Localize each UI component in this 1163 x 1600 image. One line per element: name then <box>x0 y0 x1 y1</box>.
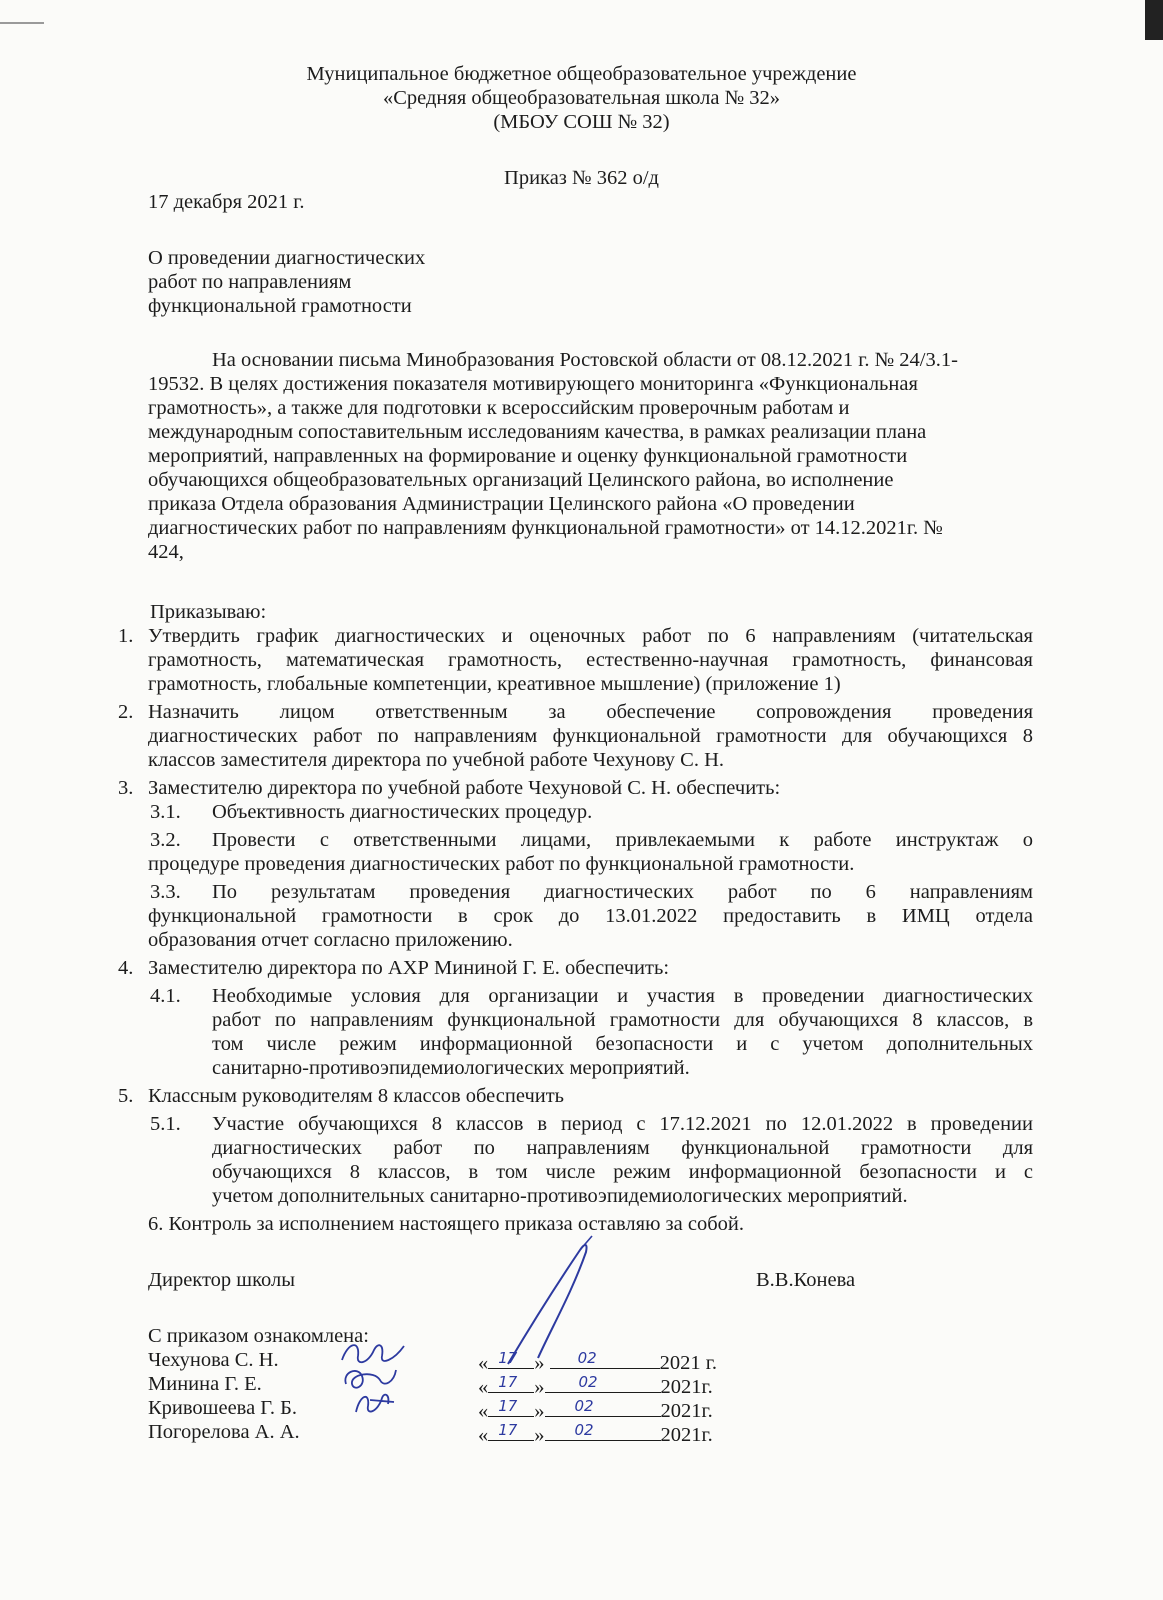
item-3-1-text: Объективность диагностических процедур. <box>212 801 593 823</box>
ack-day: 17 <box>498 1373 518 1391</box>
acknowledgement-heading: С приказом ознакомлена: <box>148 1325 369 1347</box>
ack-day: 17 <box>498 1421 518 1439</box>
ack-person-name: Чехунова С. Н. <box>148 1349 279 1371</box>
item-1-line: Утвердить график диагностических и оценочных работ по 6 направлениям (читательская <box>148 625 1033 647</box>
item-number: 4. <box>118 957 134 979</box>
preamble-line: мероприятий, направленных на формирование и оценку функциональной грамотности <box>148 445 908 467</box>
preamble-line: международным сопоставительным исследованиям качества, в рамках реализации плана <box>148 421 927 443</box>
org-short-name: (МБОУ СОШ № 32) <box>493 111 670 133</box>
preamble-line: На основании письма Минобразования Ростовской области от 08.12.2021 г. № 24/3.1- <box>212 349 958 371</box>
item-number: 5. <box>118 1085 134 1107</box>
ack-date-open: « 17 » 02 2021г. <box>478 1396 713 1423</box>
item-3-2-line: процедуре проведения диагностических работ по функциональной грамотности. <box>148 853 855 875</box>
item-6-text: 6. Контроль за исполнением настоящего приказа оставляю за собой. <box>148 1213 744 1235</box>
subject-line: О проведении диагностических <box>148 247 426 269</box>
ack-person-name: Минина Г. Е. <box>148 1373 262 1395</box>
item-5-1-line: диагностических работ по направлениям функциональной грамотности для <box>212 1137 1033 1159</box>
ack-month: 02 <box>578 1373 598 1391</box>
preamble-line: грамотность», а также для подготовки к всероссийским проверочным работам и <box>148 397 850 419</box>
ack-date-open: « 17 » 02 2021 г. <box>478 1348 717 1375</box>
ack-year: 2021г. <box>660 1400 713 1422</box>
preamble-line: обучающихся общеобразовательных организаций Целинского района, во исполнение <box>148 469 894 491</box>
preamble-line: приказа Отдела образования Администрации Целинского района «О проведении <box>148 493 855 515</box>
subitem-number: 4.1. <box>150 985 181 1007</box>
item-3-3-line: функциональной грамотности в срок до 13.01.2022 предоставить в ИМЦ отдела <box>148 905 1033 927</box>
order-date: 17 декабря 2021 г. <box>148 191 305 213</box>
ack-year: 2021г. <box>660 1376 713 1398</box>
item-2-line: Назначить лицом ответственным за обеспечение сопровождения проведения <box>148 701 1033 723</box>
org-name-line1: Муниципальное бюджетное общеобразовательное учреждение <box>306 63 857 85</box>
item-4-1-line: работ по направлениям функциональной грамотности для обучающихся 8 классов, в <box>212 1009 1033 1031</box>
item-3-text: Заместителю директора по учебной работе Чехуновой С. Н. обеспечить: <box>148 777 781 799</box>
item-5-1-line: обучающихся 8 классов, в том числе режим информационной безопасности и с <box>212 1161 1033 1183</box>
preamble-line: диагностических работ по направлениям функциональной грамотности» от 14.12.2021г. № <box>148 517 943 539</box>
ack-year: 2021г. <box>660 1424 713 1446</box>
director-position: Директор школы <box>148 1269 295 1291</box>
item-3-2-line: Провести с ответственными лицами, привлекаемыми к работе инструктаж о <box>212 829 1033 851</box>
ack-date-open: « 17 » 02 2021г. <box>478 1372 713 1399</box>
subitem-number: 5.1. <box>150 1113 181 1135</box>
ack-month: 02 <box>574 1397 594 1415</box>
item-2-line: классов заместителя директора по учебной работе Чехунову С. Н. <box>148 749 725 771</box>
item-4-1-line: санитарно-противоэпидемиологических мероприятий. <box>212 1057 690 1079</box>
item-5-1-line: учетом дополнительных санитарно-противоэпидемиологических мероприятий. <box>212 1185 908 1207</box>
item-4-1-line: Необходимые условия для организации и участия в проведении диагностических <box>212 985 1033 1007</box>
ack-person-name: Погорелова А. А. <box>148 1421 300 1443</box>
order-word: Приказываю: <box>150 601 267 623</box>
subitem-number: 3.3. <box>150 881 181 903</box>
director-name: В.В.Конева <box>756 1269 856 1291</box>
item-3-3-line: образования отчет согласно приложению. <box>148 929 513 951</box>
order-title: Приказ № 362 о/д <box>504 167 659 189</box>
ack-day: 17 <box>498 1349 518 1367</box>
item-number: 2. <box>118 701 134 723</box>
scan-corner-mark <box>1145 0 1163 40</box>
item-number: 3. <box>118 777 134 799</box>
preamble-line: 424, <box>148 541 184 563</box>
subitem-number: 3.2. <box>150 829 181 851</box>
subitem-number: 3.1. <box>150 801 181 823</box>
item-1-line: грамотность, математическая грамотность, естественно-научная грамотность, финансовая <box>148 649 1033 671</box>
scan-edge-mark <box>0 22 44 24</box>
item-4-1-line: том числе режим информационной безопасности и с учетом дополнительных <box>212 1033 1033 1055</box>
item-1-line: грамотность, глобальные компетенции, креативное мышление) (приложение 1) <box>148 673 841 695</box>
ack-month: 02 <box>577 1349 597 1367</box>
org-name-line2: «Средняя общеобразовательная школа № 32» <box>382 87 781 109</box>
item-number: 1. <box>118 625 134 647</box>
item-5-text: Классным руководителям 8 классов обеспечить <box>148 1085 565 1107</box>
subject-line: работ по направлениям <box>148 271 352 293</box>
item-3-3-line: По результатам проведения диагностических работ по 6 направлениям <box>212 881 1033 903</box>
ack-day: 17 <box>498 1397 518 1415</box>
item-5-1-line: Участие обучающихся 8 классов в период с 17.12.2021 по 12.01.2022 в проведении <box>212 1113 1033 1135</box>
preamble-line: 19532. В целях достижения показателя мотивирующего мониторинга «Функциональная <box>148 373 918 395</box>
ack-month: 02 <box>574 1421 594 1439</box>
subject-line: функциональной грамотности <box>148 295 412 317</box>
ack-person-name: Кривошеева Г. Б. <box>148 1397 297 1419</box>
ack-signature <box>350 1386 400 1420</box>
ack-date-open: « 17 » 02 2021г. <box>478 1420 713 1447</box>
item-4-text: Заместителю директора по АХР Мининой Г. Е. обеспечить: <box>148 957 670 979</box>
item-2-line: диагностических работ по направлениям функциональной грамотности для обучающихся 8 <box>148 725 1033 747</box>
ack-year: 2021 г. <box>659 1352 717 1374</box>
